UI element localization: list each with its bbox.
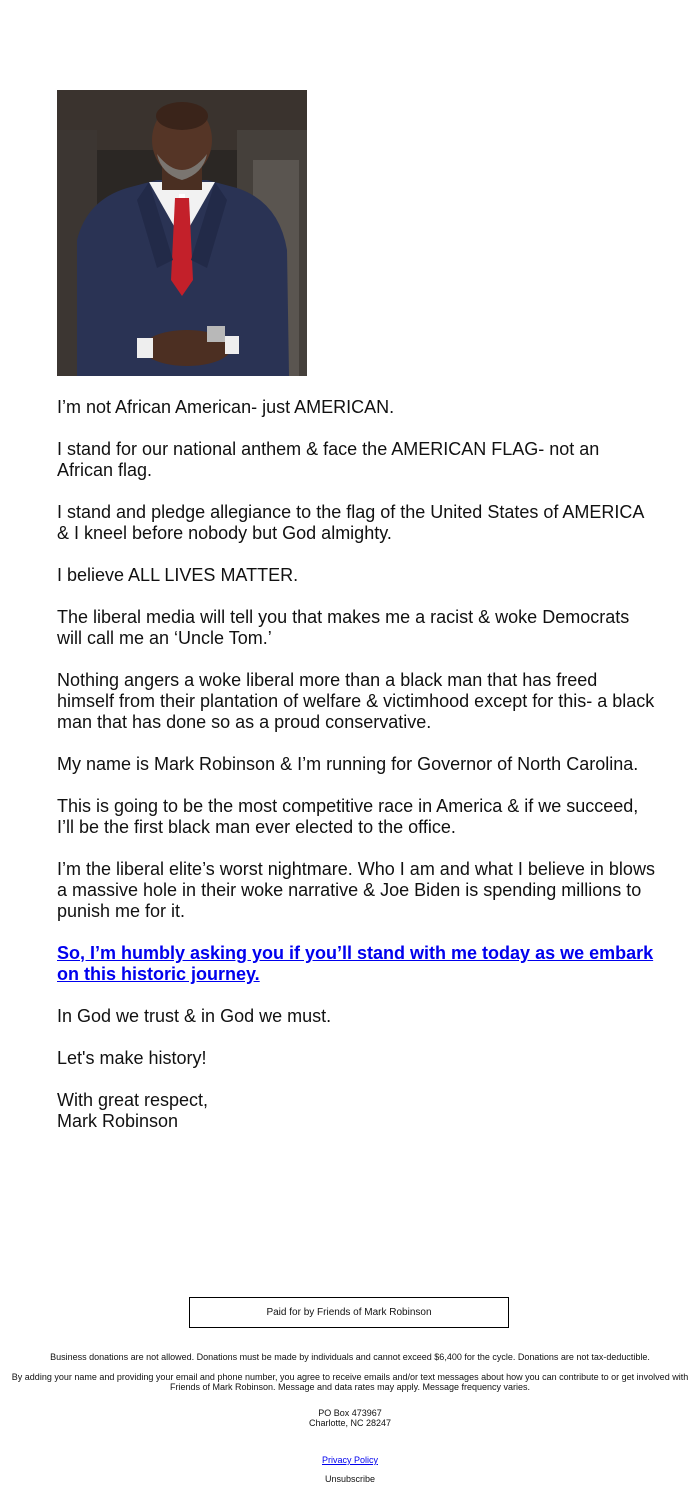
paragraph: I’m the liberal elite’s worst nightmare. Who I am and what I believe in blows a massive hole in their woke narrative & Joe Biden is spending millions to punish me for it. xyxy=(57,859,655,921)
paragraph: This is going to be the most competitive race in America & if we succeed, I’ll be the first black man ever elected to the office. xyxy=(57,796,639,837)
unsubscribe-link[interactable]: Unsubscribe xyxy=(324,1474,376,1484)
paragraph: Let's make history! xyxy=(57,1048,207,1068)
cta-paragraph xyxy=(57,943,657,985)
paragraph: Nothing angers a woke liberal more than a black man that has freed himself from their plantation of welfare & victimhood except for this- a black man that has done so as a proud conservative. xyxy=(57,670,655,732)
letter-body xyxy=(57,397,657,1153)
legal-consent-text: By adding your name and providing your email and phone number, you agree to receive emails and/or text messages about how you can contribute to or get involved with Friends of Mark Robinson. Message and data rates may apply. Message frequency varies. xyxy=(11,1372,689,1392)
privacy-policy-link[interactable]: Privacy Policy xyxy=(321,1455,378,1465)
paragraph: I stand and pledge allegiance to the flag of the United States of AMERICA & I kneel before nobody but God almighty. xyxy=(57,502,644,543)
legal-donations-text: Business donations are not allowed. Donations must be made by individuals and cannot exceed $6,400 for the cycle. Donations are not tax-deductible. xyxy=(50,1352,650,1362)
signature-block xyxy=(57,1090,657,1132)
paid-for-text: Paid for by Friends of Mark Robinson xyxy=(266,1307,432,1318)
paragraph: My name is Mark Robinson & I’m running for Governor of North Carolina. xyxy=(57,754,639,774)
paragraph: In God we trust & in God we must. xyxy=(57,1006,332,1026)
paragraph: I believe ALL LIVES MATTER. xyxy=(57,565,299,585)
paid-for-box xyxy=(189,1297,509,1328)
paragraph: I’m not African American- just AMERICAN. xyxy=(57,397,395,417)
stand-with-me-link[interactable]: So, I’m humbly asking you if you’ll stand with me today as we embark on this historic journey. xyxy=(57,943,654,984)
address-line-1: PO Box 473967 xyxy=(318,1408,382,1418)
footer xyxy=(6,1352,694,1484)
portrait-illustration xyxy=(57,90,307,376)
address-line-2: Charlotte, NC 28247 xyxy=(308,1418,392,1428)
signature-name: Mark Robinson xyxy=(57,1111,179,1131)
mailing-address xyxy=(6,1408,694,1428)
paragraph: The liberal media will tell you that makes me a racist & woke Democrats will call me an ‘Uncle Tom.’ xyxy=(57,607,630,648)
paragraph: I stand for our national anthem & face the AMERICAN FLAG- not an African flag. xyxy=(57,439,600,480)
portrait-photo xyxy=(57,90,307,376)
signoff: With great respect, xyxy=(57,1090,209,1110)
